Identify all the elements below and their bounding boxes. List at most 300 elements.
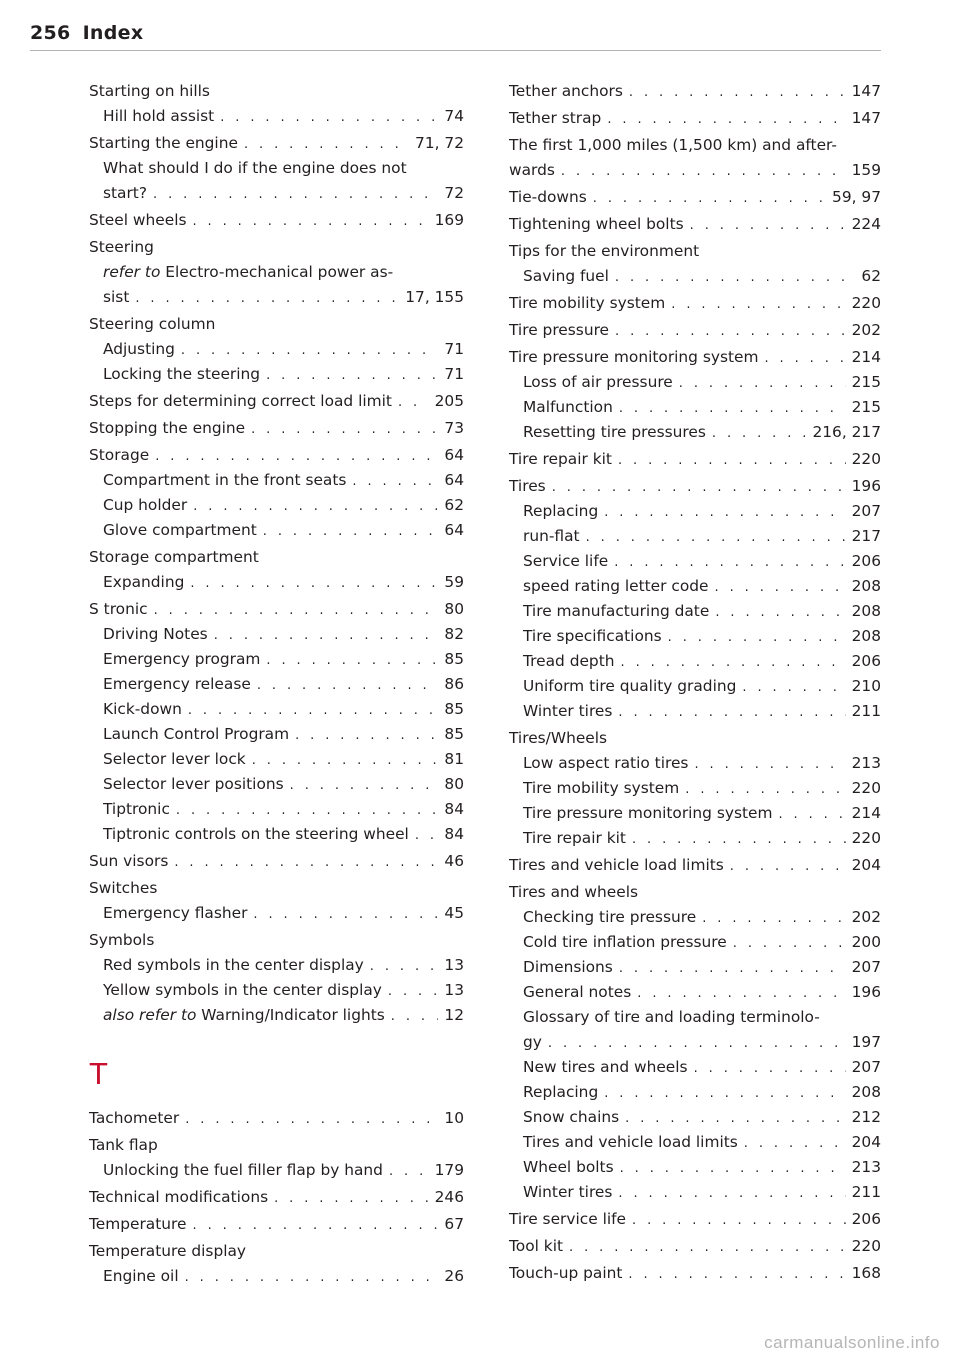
page-reference: 220 (851, 450, 881, 468)
entry-label (103, 493, 187, 518)
entry-text: Tire pressure (509, 321, 610, 339)
entry-label (103, 468, 346, 493)
dot-leader (244, 132, 409, 157)
index-subentry (89, 181, 464, 206)
dot-leader (679, 371, 846, 396)
entry-text: Stopping the engine (89, 419, 246, 437)
index-entry (89, 443, 464, 468)
page-reference: 13 (444, 981, 464, 999)
dot-leader (744, 1131, 846, 1156)
index-subentry (89, 978, 464, 1003)
entry-label (523, 599, 709, 624)
page-reference: 206 (851, 552, 881, 570)
entry-text: What should I do if the engine does not (103, 159, 407, 177)
entry-text: Tire pressure monitoring system (523, 804, 773, 822)
page-reference: 208 (851, 602, 881, 620)
dot-leader (155, 444, 438, 469)
entry-label (509, 1234, 563, 1259)
entry-text: Tie-downs (509, 188, 587, 206)
entry-text: Tether strap (509, 109, 602, 127)
entry-label (89, 389, 392, 414)
index-subentry (509, 420, 881, 445)
page-reference: 212 (851, 1108, 881, 1126)
entry-label (103, 260, 393, 285)
dot-leader (266, 363, 438, 388)
page-reference: 204 (851, 1133, 881, 1151)
index-subentry (89, 953, 464, 978)
index-entry (509, 1261, 881, 1286)
entry-text: Loss of air pressure (523, 373, 673, 391)
index-subentry (509, 524, 881, 549)
entry-text: Temperature (89, 1215, 187, 1233)
entry-label (523, 1005, 820, 1030)
entry-label (523, 395, 613, 420)
entry-label (509, 212, 684, 237)
entry-label (523, 370, 673, 395)
page-reference: 74 (444, 107, 464, 125)
dot-leader (214, 623, 439, 648)
index-subentry (509, 1155, 881, 1180)
index-entry (89, 928, 464, 953)
dot-leader (593, 186, 826, 211)
entry-label (103, 1158, 383, 1183)
index-subentry (89, 1264, 464, 1289)
dot-leader (628, 1262, 845, 1287)
page-reference: 71 (444, 365, 464, 383)
entry-label (103, 722, 289, 747)
index-entry (89, 235, 464, 260)
entry-text: The first 1,000 miles (1,500 km) and after- (509, 136, 837, 154)
entry-label (103, 156, 407, 181)
index-entry (89, 389, 464, 414)
page-reference: 147 (851, 82, 881, 100)
page-reference: 84 (444, 800, 464, 818)
entry-label (509, 185, 587, 210)
entry-text: Switches (89, 879, 158, 897)
dot-leader (625, 1106, 845, 1131)
entry-label (89, 597, 148, 622)
entry-text: Steering column (89, 315, 216, 333)
dot-leader (619, 396, 846, 421)
index-subentry (89, 747, 464, 772)
entry-label (523, 674, 736, 699)
page-reference: 220 (851, 1237, 881, 1255)
page-reference: 216, 217 (812, 423, 881, 441)
index-column-right (509, 77, 881, 1286)
dot-leader (391, 1004, 439, 1029)
entry-label (103, 518, 257, 543)
page-reference: 80 (444, 600, 464, 618)
index-entry (509, 79, 881, 104)
entry-label (89, 79, 210, 104)
entry-label (103, 697, 182, 722)
index-subentry (509, 549, 881, 574)
entry-label (103, 672, 251, 697)
entry-text: Warning/Indicator lights (201, 1006, 385, 1024)
index-entry (89, 1185, 464, 1210)
entry-text: Symbols (89, 931, 155, 949)
page-reference: 64 (444, 521, 464, 539)
index-subentry (89, 1003, 464, 1028)
entry-text: Sun visors (89, 852, 169, 870)
page-reference: 215 (851, 398, 881, 416)
entry-text: Selector lever positions (103, 775, 284, 793)
entry-label (523, 955, 613, 980)
page-reference: 59 (444, 573, 464, 591)
entry-text: Tiptronic (103, 800, 170, 818)
index-subentry (89, 570, 464, 595)
page-reference: 84 (444, 825, 464, 843)
entry-label (89, 235, 154, 260)
dot-leader (253, 902, 438, 927)
entry-text: run-flat (523, 527, 580, 545)
page-reference: 71 (444, 340, 464, 358)
index-subentry (509, 599, 881, 624)
page-reference: 64 (444, 446, 464, 464)
page-reference: 213 (851, 1158, 881, 1176)
entry-text: Engine oil (103, 1267, 179, 1285)
page-reference: 62 (861, 267, 881, 285)
index-entry (509, 1207, 881, 1232)
index-entry (509, 106, 881, 131)
index-entry (509, 239, 881, 264)
index-entry (509, 158, 881, 183)
entry-label (89, 443, 149, 468)
entry-text: Winter tires (523, 702, 613, 720)
dot-leader (715, 575, 846, 600)
index-subentry (89, 722, 464, 747)
dot-leader (712, 421, 807, 446)
entry-label (523, 751, 688, 776)
dot-leader (618, 700, 845, 725)
entry-label (523, 264, 609, 289)
index-subentry (89, 672, 464, 697)
entry-label (103, 285, 129, 310)
entry-text: Electro-mechanical power as- (165, 263, 394, 281)
dot-leader (388, 979, 439, 1004)
index-subentry (509, 826, 881, 851)
entry-text: Tire repair kit (523, 829, 626, 847)
entry-label (89, 416, 245, 441)
index-subentry (89, 822, 464, 847)
page-title: Index (82, 22, 144, 44)
page-reference: 59, 97 (832, 188, 881, 206)
entry-text: start? (103, 184, 148, 202)
entry-label (103, 978, 382, 1003)
cross-reference: refer to (103, 263, 161, 281)
entry-label (509, 447, 612, 472)
entry-text: Malfunction (523, 398, 613, 416)
entry-text: Tank flap (89, 1136, 158, 1154)
dot-leader (295, 723, 438, 748)
entry-label (523, 574, 709, 599)
index-subentry (509, 624, 881, 649)
watermark: carmanualsonline.info (764, 1333, 940, 1352)
dot-leader (604, 500, 845, 525)
entry-text: Tool kit (509, 1237, 564, 1255)
dot-leader (185, 1107, 438, 1132)
dot-leader (188, 698, 439, 723)
page-reference: 220 (851, 829, 881, 847)
entry-label (89, 1185, 268, 1210)
entry-text: Glove compartment (103, 521, 257, 539)
dot-leader (671, 292, 845, 317)
entry-label (523, 930, 727, 955)
entry-label (89, 1212, 187, 1237)
dot-leader (154, 598, 439, 623)
entry-label (103, 953, 364, 978)
page-reference: 46 (444, 852, 464, 870)
entry-label (509, 474, 546, 499)
index-entry (509, 291, 881, 316)
entry-text: Starting on hills (89, 82, 210, 100)
page-reference: 73 (444, 419, 464, 437)
entry-label (509, 239, 699, 264)
entry-text: General notes (523, 983, 632, 1001)
page-reference: 196 (851, 477, 881, 495)
page-reference: 206 (851, 1210, 881, 1228)
index-entry (89, 1239, 464, 1264)
page-reference: 214 (851, 804, 881, 822)
entry-text: Tire specifications (523, 627, 662, 645)
dot-leader (263, 519, 439, 544)
entry-text: Dimensions (523, 958, 613, 976)
entry-text: Hill hold assist (103, 107, 215, 125)
entry-label (523, 549, 608, 574)
entry-text: Tiptronic controls on the steering wheel (103, 825, 409, 843)
dot-leader (548, 1031, 846, 1056)
page-reference: 10 (444, 1109, 464, 1127)
page-reference: 217 (851, 527, 881, 545)
dot-leader (274, 1186, 429, 1211)
entry-label (103, 901, 247, 926)
entry-text: Yellow symbols in the center display (103, 981, 382, 999)
page-reference: 80 (444, 775, 464, 793)
entry-text: Tire manufacturing date (523, 602, 710, 620)
page-reference: 168 (851, 1264, 881, 1282)
entry-label (509, 106, 601, 131)
dot-leader (632, 1208, 846, 1233)
page-reference: 196 (851, 983, 881, 1001)
dot-leader (685, 777, 845, 802)
dot-leader (614, 550, 845, 575)
dot-leader (290, 773, 439, 798)
entry-label (523, 1105, 619, 1130)
index-entry (89, 1212, 464, 1237)
entry-label (523, 499, 598, 524)
entry-text: Tires and vehicle load limits (523, 1133, 738, 1151)
page-reference: 208 (851, 1083, 881, 1101)
page-reference: 67 (444, 1215, 464, 1233)
entry-label (509, 345, 758, 370)
entry-label (523, 1030, 542, 1055)
index-entry (509, 1234, 881, 1259)
index-entry (509, 880, 881, 905)
page-reference: 179 (434, 1161, 464, 1179)
entry-text: Cup holder (103, 496, 188, 514)
index-subentry (89, 104, 464, 129)
entry-label (103, 772, 284, 797)
entry-text: Tips for the environment (509, 242, 700, 260)
index-subentry (89, 362, 464, 387)
entry-label (509, 291, 665, 316)
entry-text: New tires and wheels (523, 1058, 688, 1076)
entry-text: Tire pressure monitoring system (509, 348, 759, 366)
dot-leader (690, 213, 846, 238)
page-reference: 220 (851, 779, 881, 797)
index-entry (509, 212, 881, 237)
index-subentry (89, 901, 464, 926)
entry-text: Red symbols in the center display (103, 956, 364, 974)
entry-text: Storage (89, 446, 150, 464)
dot-leader (193, 1213, 439, 1238)
page-reference: 214 (851, 348, 881, 366)
entry-label (103, 362, 260, 387)
entry-text: gy (523, 1033, 542, 1051)
entry-text: Tires/Wheels (509, 729, 608, 747)
entry-text: Launch Control Program (103, 725, 290, 743)
dot-leader (251, 417, 438, 442)
dot-leader (668, 625, 846, 650)
page-reference: 64 (444, 471, 464, 489)
dot-leader (615, 265, 855, 290)
index-subentry (509, 674, 881, 699)
entry-text: sist (103, 288, 130, 306)
index-entry (509, 447, 881, 472)
entry-label (523, 980, 631, 1005)
dot-leader (174, 850, 438, 875)
page-reference: 202 (851, 321, 881, 339)
section-letter: T (89, 1056, 108, 1091)
dot-leader (352, 469, 438, 494)
dot-leader (569, 1235, 846, 1260)
index-subentry (89, 337, 464, 362)
cross-reference: also refer to (103, 1006, 197, 1024)
index-entry (89, 312, 464, 337)
entry-label (89, 928, 154, 953)
entry-text: Expanding (103, 573, 185, 591)
page-reference: 72 (444, 184, 464, 202)
entry-label (509, 726, 607, 751)
dot-leader (604, 1081, 845, 1106)
dot-leader (730, 854, 846, 879)
entry-text: Unlocking the fuel filler flap by hand (103, 1161, 383, 1179)
dot-leader (615, 319, 846, 344)
entry-label (89, 849, 168, 874)
entry-text: Kick-down (103, 700, 182, 718)
page-header (30, 22, 881, 51)
page-reference: 45 (444, 904, 464, 922)
entry-text: Tachometer (89, 1109, 180, 1127)
page-reference: 202 (851, 908, 881, 926)
page-reference: 200 (851, 933, 881, 951)
entry-text: Locking the steering (103, 365, 261, 383)
index-entry (89, 416, 464, 441)
entry-text: speed rating letter code (523, 577, 709, 595)
entry-label (103, 622, 208, 647)
index-subentry (509, 649, 881, 674)
dot-leader (266, 648, 438, 673)
dot-leader (192, 209, 428, 234)
entry-text: Tread depth (523, 652, 615, 670)
entry-text: Winter tires (523, 1183, 613, 1201)
dot-leader (694, 1056, 846, 1081)
entry-label (89, 312, 215, 337)
dot-leader (190, 571, 438, 596)
entry-label (523, 826, 626, 851)
index-subentry (509, 1105, 881, 1130)
index-subentry (509, 370, 881, 395)
entry-text: Tires (509, 477, 546, 495)
page-reference: 12 (444, 1006, 464, 1024)
index-subentry (509, 1080, 881, 1105)
dot-leader (607, 107, 845, 132)
dot-leader (398, 390, 429, 415)
page-reference: 206 (851, 652, 881, 670)
dot-leader (176, 798, 439, 823)
index-subentry (89, 622, 464, 647)
entry-label (523, 1155, 614, 1180)
dot-leader (618, 448, 846, 473)
entry-text: Temperature display (89, 1242, 247, 1260)
entry-text: Tire mobility system (523, 779, 680, 797)
entry-label (89, 1239, 246, 1264)
dot-leader (629, 80, 846, 105)
page-number: 256 (30, 22, 71, 44)
index-entry (509, 853, 881, 878)
page-reference: 85 (444, 700, 464, 718)
dot-leader (193, 494, 438, 519)
index-subentry (89, 493, 464, 518)
entry-label (103, 181, 147, 206)
entry-label (523, 1055, 688, 1080)
page-reference: 62 (444, 496, 464, 514)
entry-text: Low aspect ratio tires (523, 754, 689, 772)
entry-text: Saving fuel (523, 267, 609, 285)
entry-text: Driving Notes (103, 625, 208, 643)
index-entry (509, 318, 881, 343)
dot-leader (764, 346, 845, 371)
entry-text: Compartment in the front seats (103, 471, 347, 489)
dot-leader (621, 650, 846, 675)
entry-text: Technical modifications (89, 1188, 269, 1206)
entry-text: Steering (89, 238, 154, 256)
entry-label (509, 79, 623, 104)
entry-text: Snow chains (523, 1108, 620, 1126)
index-subentry (89, 156, 464, 181)
dot-leader (632, 827, 846, 852)
entry-text: Replacing (523, 502, 599, 520)
index-subentry (89, 1158, 464, 1183)
entry-text: Tether anchors (509, 82, 623, 100)
index-entry (89, 131, 464, 156)
dot-leader (733, 931, 846, 956)
dot-leader (637, 981, 845, 1006)
entry-label (89, 1106, 179, 1131)
page-reference: 17, 155 (405, 288, 464, 306)
index-subentry (89, 697, 464, 722)
index-subentry (509, 1030, 881, 1055)
entry-label (523, 1180, 612, 1205)
entry-text: Tires and vehicle load limits (509, 856, 724, 874)
page-reference: 82 (444, 625, 464, 643)
entry-label (523, 624, 662, 649)
index-entry (89, 79, 464, 104)
entry-label (509, 880, 638, 905)
entry-label (103, 1003, 385, 1028)
index-subentry (89, 647, 464, 672)
entry-label (103, 822, 409, 847)
